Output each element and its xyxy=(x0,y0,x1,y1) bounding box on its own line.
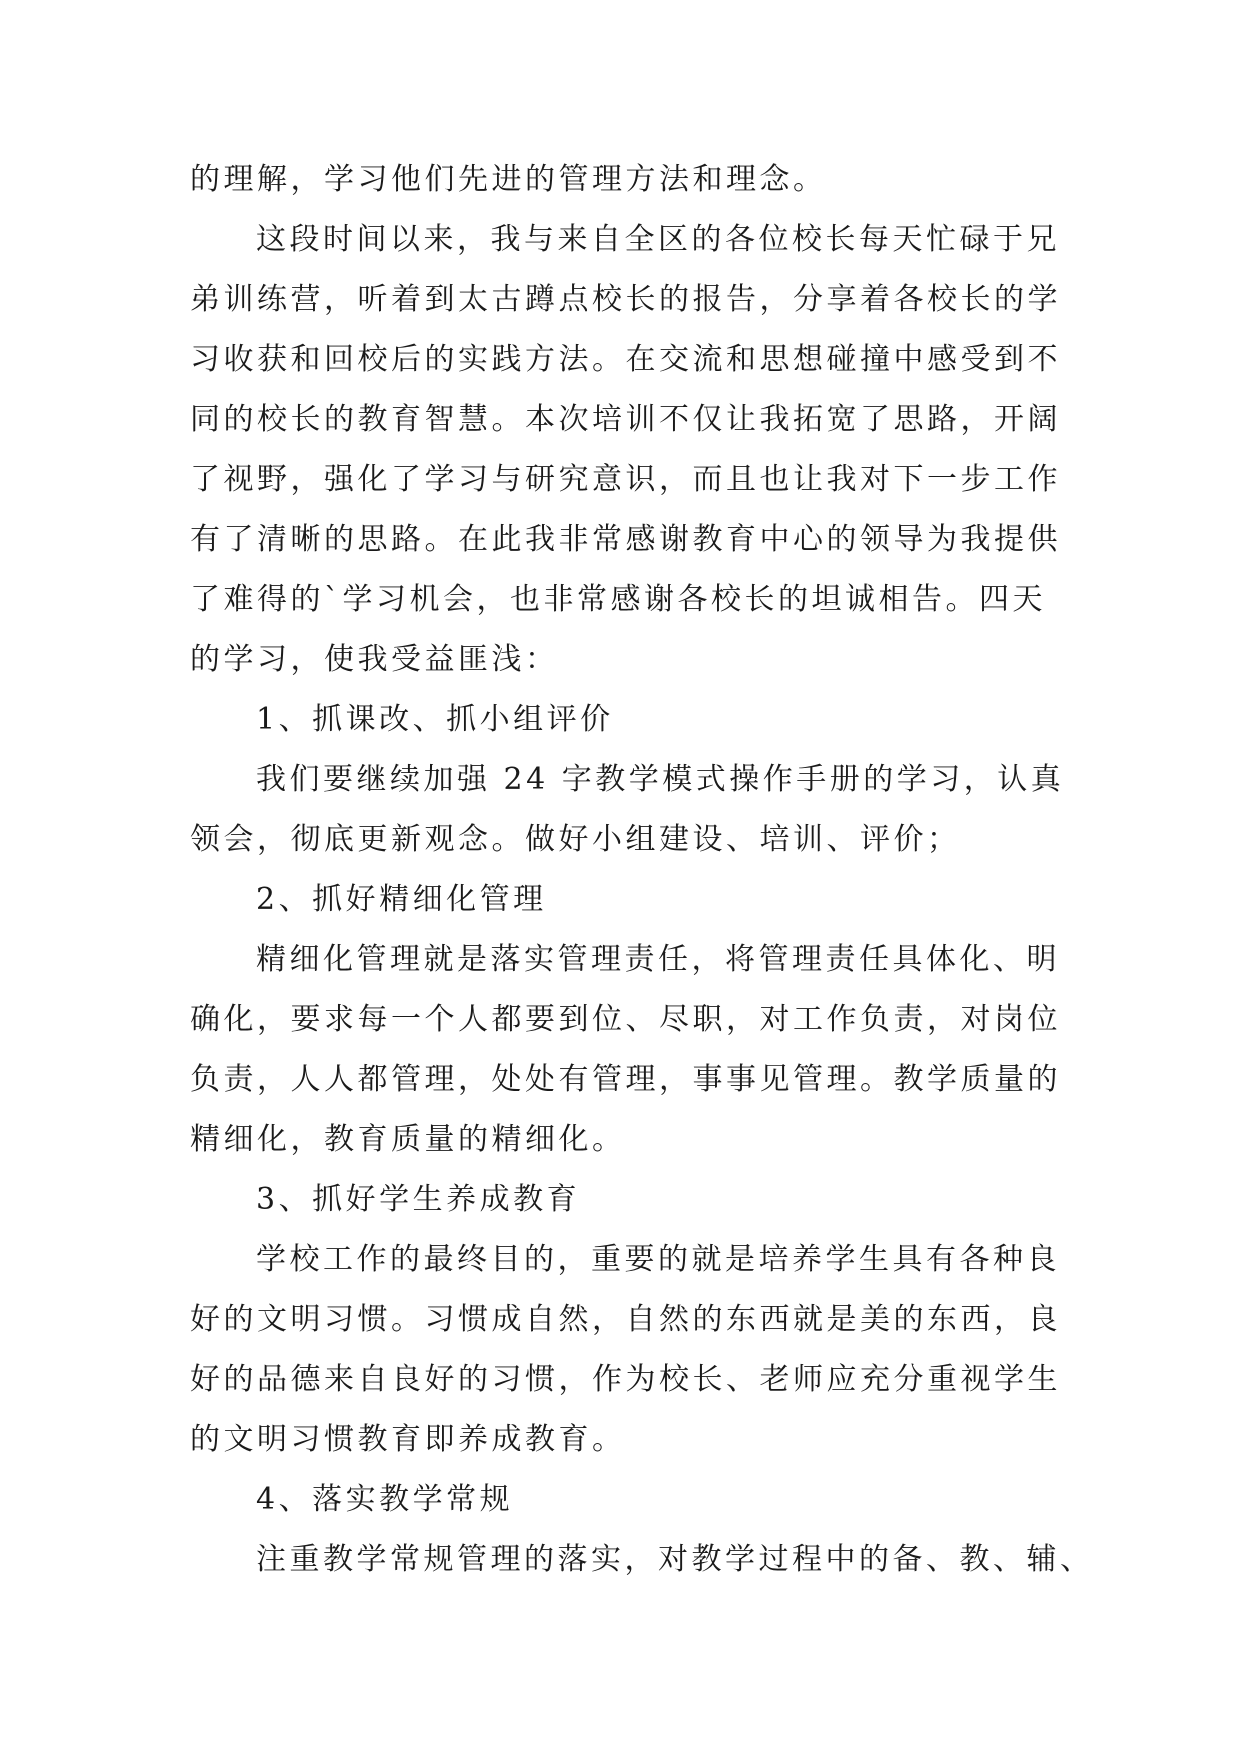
section-heading: 4、落实教学常规 xyxy=(256,1482,514,1517)
text-line: 学校工作的最终目的，重要的就是培养学生具有各种良 xyxy=(256,1242,1060,1277)
text-line: 我们要继续加强 24 字教学模式操作手册的学习，认真 xyxy=(256,762,1065,797)
text-line: 了视野，强化了学习与研究意识，而且也让我对下一步工作 xyxy=(190,462,1061,497)
text-line: 负责，人人都管理，处处有管理，事事见管理。教学质量的 xyxy=(190,1062,1061,1097)
text-line: 习收获和回校后的实践方法。在交流和思想碰撞中感受到不 xyxy=(190,342,1061,377)
text-line: 确化，要求每一个人都要到位、尽职，对工作负责，对岗位 xyxy=(190,1002,1061,1037)
text-line: 的文明习惯教育即养成教育。 xyxy=(190,1422,626,1457)
section-heading: 2、抓好精细化管理 xyxy=(256,882,547,917)
section-heading: 1、抓课改、抓小组评价 xyxy=(256,702,614,737)
text-line: 精细化，教育质量的精细化。 xyxy=(190,1122,626,1157)
text-line: 的学习，使我受益匪浅： xyxy=(190,642,559,677)
text-line: 精细化管理就是落实管理责任，将管理责任具体化、明 xyxy=(256,942,1060,977)
text-line: 注重教学常规管理的落实，对教学过程中的备、教、辅、 xyxy=(256,1542,1094,1577)
text-line: 了难得的`学习机会，也非常感谢各校长的坦诚相告。四天 xyxy=(190,582,1046,617)
body-text xyxy=(190,150,1094,1590)
section-heading: 3、抓好学生养成教育 xyxy=(256,1182,581,1217)
text-line: 这段时间以来，我与来自全区的各位校长每天忙碌于兄 xyxy=(256,222,1060,257)
text-line: 的理解，学习他们先进的管理方法和理念。 xyxy=(190,162,827,197)
text-line: 有了清晰的思路。在此我非常感谢教育中心的领导为我提供 xyxy=(190,522,1061,557)
text-line: 同的校长的教育智慧。本次培训不仅让我拓宽了思路，开阔 xyxy=(190,402,1061,437)
text-line: 好的文明习惯。习惯成自然，自然的东西就是美的东西，良 xyxy=(190,1302,1061,1337)
text-line: 弟训练营，听着到太古蹲点校长的报告，分享着各校长的学 xyxy=(190,282,1061,317)
text-line: 好的品德来自良好的习惯，作为校长、老师应充分重视学生 xyxy=(190,1362,1061,1397)
text-line: 领会，彻底更新观念。做好小组建设、培训、评价； xyxy=(190,822,961,857)
